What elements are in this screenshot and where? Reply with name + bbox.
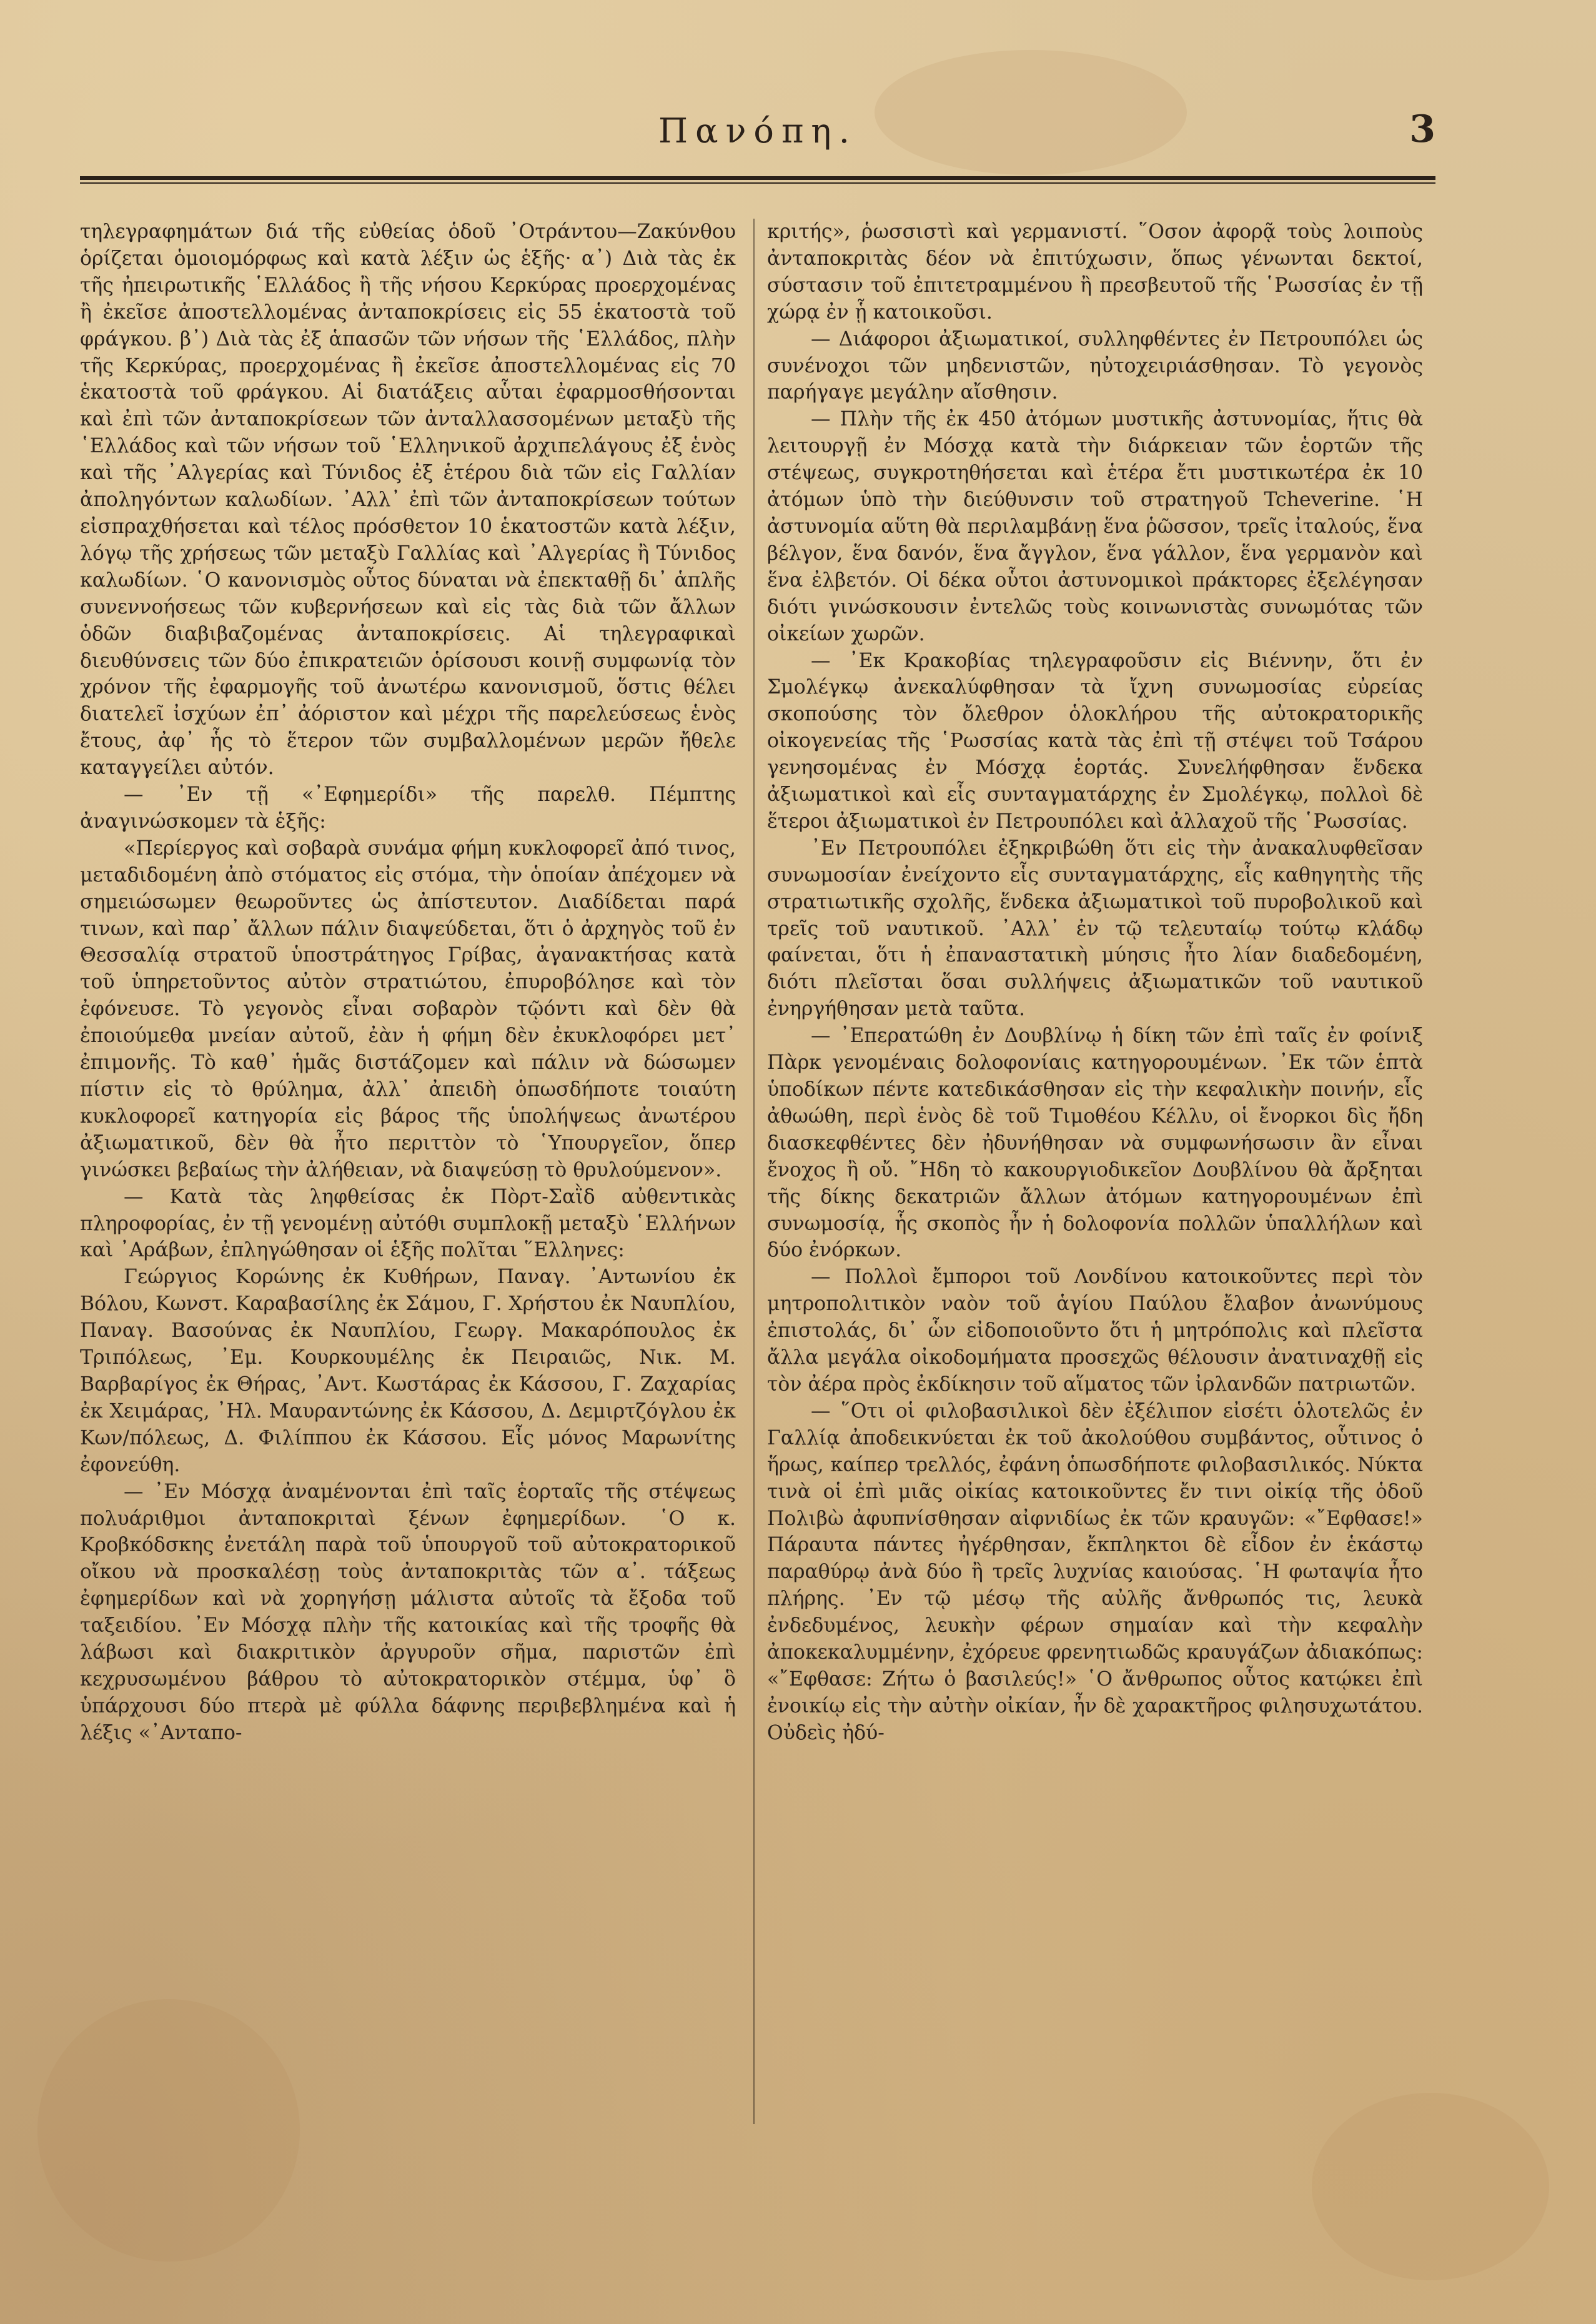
paper-stain <box>37 1999 300 2262</box>
article-paragraph: — ᾽Εκ Κρακοβίας τηλεγραφοῦσιν εἰς Βιέννην, ὅτι ἐν Σμολέγκῳ ἀνεκαλύφθησαν τὰ ἴχνη συνωμοσίας εὐρείας σκοπούσης τὸν ὄλεθρον ὁλοκλήρου τῆς αὐτοκρατορικῆς οἰκογενείας τῆς ῾Ρωσσίας κατὰ τὰς ἐπὶ τῇ στέψει τοῦ Τσάρου γενησομένας ἐν Μόσχᾳ ἑορτάς. Συνελήφθησαν ἕνδεκα ἀξιωματικοὶ καὶ εἷς συνταγματάρχης ἐν Σμολέγκῳ, πολλοὶ δὲ ἕτεροι ἀξιωματικοὶ ἐν Πετρουπόλει καὶ ἀλλαχοῦ τῆς ῾Ρωσσίας. <box>767 649 1423 833</box>
right-column <box>767 219 1423 1747</box>
page-number: 3 <box>1409 107 1435 151</box>
article-paragraph: — ᾽Εν τῇ «᾽Εφημερίδι» τῆς παρελθ. Πέμπτης ἀναγινώσκομεν τὰ ἑξῆς: <box>80 783 736 833</box>
header-rule <box>80 176 1435 180</box>
article-paragraph: — ᾽Εν Μόσχᾳ ἀναμένονται ἐπὶ ταῖς ἑορταῖς τῆς στέψεως πολυάριθμοι ἀνταποκριταὶ ξένων ἐφημερίδων. ῾Ο κ. Κροβκόδσκης ἐνετάλη παρὰ τοῦ ὑπουργοῦ τοῦ αὐτοκρατορικοῦ οἴκου νὰ προσκαλέσῃ τοὺς ἀνταποκριτὰς τῶν α᾽. τάξεως ἐφημερίδων καὶ νὰ χορηγήσῃ μάλιστα αὐτοῖς τὰ ἔξοδα τοῦ ταξειδίου. ᾽Εν Μόσχᾳ πλὴν τῆς κατοικίας καὶ τῆς τροφῆς θὰ λάβωσι καὶ διακριτικὸν ἀργυροῦν σῆμα, παριστῶν ἐπὶ κεχρυσωμένου βάθρου τὸ αὐτοκρατορικὸν στέμμα, ὑφ᾽ ὃ ὑπάρχουσι δύο πτερὰ μὲ φύλλα δάφνης περιβεβλημένα καὶ ἡ λέξις «᾽Ανταπο- <box>80 1480 736 1744</box>
article-paragraph: — ῞Οτι οἱ φιλοβασιλικοὶ δὲν ἐξέλιπον εἰσέτι ὁλοτελῶς ἐν Γαλλίᾳ ἀποδεικνύεται ἐκ τοῦ ἀκολούθου συμβάντος, οὗτινος ὁ ἥρως, καίπερ τρελλός, ἐφάνη ὁπωσδήποτε φιλοβασιλικός. Νύκτα τινὰ οἱ ἐπὶ μιᾶς οἰκίας κατοικοῦντες ἔν τινι οἰκίᾳ τῆς ὁδοῦ Πολιβὼ ἀφυπνίσθησαν αἰφνιδίως ἐκ τῶν κραυγῶν: «῎Εφθασε!» Πάραυτα πάντες ἠγέρθησαν, ἔκπληκτοι δὲ εἶδον ἐν ἑκάστῳ παραθύρῳ ἀνὰ δύο ἢ τρεῖς λυχνίας καιούσας. ῾Η φωταψία ἦτο πλήρης. ᾽Εν τῷ μέσῳ τῆς αὐλῆς ἄνθρωπός τις, λευκὰ ἐνδεδυμένος, λευκὴν φέρων σημαίαν καὶ τὴν κεφαλὴν ἀποκεκαλυμμένην, ἐχόρευε φρενητιωδῶς κραυγάζων ἀδιακόπως: «῎Εφθασε: Ζήτω ὁ βασιλεύς!» ῾Ο ἄνθρωπος οὗτος κατῴκει ἐπὶ ἐνοικίῳ εἰς τὴν αὐτὴν οἰκίαν, ἦν δὲ χαρακτῆρος φιλησυχωτάτου. Οὐδεὶς ἠδύ- <box>767 1399 1423 1744</box>
page-header <box>80 100 1435 169</box>
article-paragraph: ᾽Εν Πετρουπόλει ἐξηκριβώθη ὅτι εἰς τὴν ἀνακαλυφθεῖσαν συνωμοσίαν ἐνείχοντο εἷς συνταγματάρχης, εἷς καθηγητὴς τῆς στρατιωτικῆς σχολῆς, ἕνδεκα ἀξιωματικοὶ τοῦ πυροβολικοῦ καὶ τρεῖς τοῦ ναυτικοῦ. ᾽Αλλ᾽ ἐν τῷ τελευταίῳ τούτῳ κλάδῳ φαίνεται, ὅτι ἡ ἐπαναστατικὴ μύησις ἦτο λίαν διαδεδομένη, διότι πλεῖσται ὅσαι συλλήψεις ἀξιωματικῶν τοῦ ναυτικοῦ ἐνηργήθησαν μετὰ ταῦτα. <box>767 837 1423 1021</box>
article-paragraph: τηλεγραφημάτων διά τῆς εὐθείας ὁδοῦ ᾽Οτράντου—Ζακύνθου ὁρίζεται ὁμοιομόρφως καὶ κατὰ λέξιν ὡς ἑξῆς· α᾽) Διὰ τὰς ἐκ τῆς ἠπειρωτικῆς ῾Ελλάδος ἢ τῆς νήσου Κερκύρας προερχομένας ἢ ἐκεῖσε ἀποστελλομένας ἀνταποκρίσεις εἰς 55 ἑκατοστὰ τοῦ φράγκου. β᾽) Διὰ τὰς ἐξ ἁπασῶν τῶν νήσων τῆς ῾Ελλάδος, πλὴν τῆς Κερκύρας, προερχομένας ἢ ἐκεῖσε ἀποστελλομένας εἰς 70 ἑκατοστὰ τοῦ φράγκου. Αἱ διατάξεις αὗται ἐφαρμοσθήσονται καὶ ἐπὶ τῶν ἀνταποκρίσεων τῶν ἀνταλλασσομένων μεταξὺ τῆς ῾Ελλάδος καὶ τῶν νήσων τοῦ ῾Ελληνικοῦ ἀρχιπελάγους ἐξ ἑνὸς καὶ τῆς ᾽Αλγερίας καὶ Τύνιδος ἐξ ἑτέρου διὰ τῶν εἰς Γαλλίαν ἀποληγόντων καλωδίων. ᾽Αλλ᾽ ἐπὶ τῶν ἀνταποκρίσεων τούτων εἰσπραχθήσεται καὶ τέλος πρόσθετον 10 ἑκατοστῶν κατὰ λέξιν, λόγῳ τῆς χρήσεως τῶν μεταξὺ Γαλλίας καὶ ᾽Αλγερίας ἢ Τύνιδος καλωδίων. ῾Ο κανονισμὸς οὗτος δύναται νὰ ἐπεκταθῇ δι᾽ ἁπλῆς συνεννοήσεως τῶν κυβερνήσεων καὶ εἰς τὰς διὰ τῶν ἄλλων ὁδῶν διαβιβαζομένας ἀνταποκρίσεις. Αἱ τηλεγραφικαὶ διευθύνσεις τῶν δύο ἐπικρατειῶν ὁρίσουσι κοινῇ συμφωνίᾳ τὸν χρόνον τῆς ἐφαρμογῆς τοῦ ἀνωτέρω κανονισμοῦ, ὅστις θέλει διατελεῖ ἰσχύων ἐπ᾽ ἀόριστον καὶ μέχρι τῆς παρελεύσεως ἑνὸς ἔτους, ἀφ᾽ ἧς τὸ ἕτερον τῶν συμβαλλομένων μερῶν ἤθελε καταγγείλει αὐτόν. <box>80 221 736 780</box>
paper-stain <box>1312 2093 1549 2280</box>
column-divider <box>753 219 755 2124</box>
article-paragraph: «Περίεργος καὶ σοβαρὰ συνάμα φήμη κυκλοφορεῖ ἀπό τινος, μεταδιδομένη ἀπὸ στόματος εἰς στόμα, τὴν ὁποίαν ἀπέχομεν νὰ σημειώσωμεν θεωροῦντες ὡς ἀπίστευτον. Διαδίδεται παρά τινων, καὶ παρ᾽ ἄλλων πάλιν διαψεύδεται, ὅτι ὁ ἀρχηγὸς τοῦ ἐν Θεσσαλίᾳ στρατοῦ ὑποστράτηγος Γρίβας, ἀγανακτήσας κατὰ τοῦ ὑπηρετοῦντος αὐτὸν στρατιώτου, ἐπυροβόλησε καὶ τὸν ἐφόνευσε. Τὸ γεγονὸς εἶναι σοβαρὸν τῷόντι καὶ δὲν θὰ ἐποιούμεθα μνείαν αὐτοῦ, ἐὰν ἡ φήμη δὲν ἐκυκλοφόρει μετ᾽ ἐπιμονῆς. Τὸ καθ᾽ ἡμᾶς διστάζομεν καὶ πάλιν νὰ δώσωμεν πίστιν εἰς τὸ θρύλημα, ἀλλ᾽ ἀπειδὴ ὁπωσδήποτε τοιαύτη κυκλοφορεῖ κατηγορία εἰς βάρος τῆς ὑπολήψεως ἀνωτέρου ἀξιωματικοῦ, δὲν θὰ ἦτο περιττὸν τὸ ῾Υπουργεῖον, ὅπερ γινώσκει βεβαίως τὴν ἀλήθειαν, νὰ διαψεύσῃ τὸ θρυλούμενον». <box>80 837 736 1181</box>
newspaper-title: Πανόπη. <box>658 111 857 151</box>
article-paragraph: Γεώργιος Κορώνης ἐκ Κυθήρων, Παναγ. ᾽Αντωνίου ἐκ Βόλου, Κωνστ. Καραβασίλης ἐκ Σάμου, Γ. Χρήστου ἐκ Ναυπλίου, Παναγ. Βασούνας ἐκ Ναυπλίου, Γεωργ. Μακαρόπουλος ἐκ Τριπόλεως, ᾽Εμ. Κουρκουμέλης ἐκ Πειραιῶς, Νικ. Μ. Βαρβαρίγος ἐκ Θήρας, ᾽Αντ. Κωστάρας ἐκ Κάσσου, Γ. Ζαχαρίας ἐκ Χειμάρας, ᾽Ηλ. Μαυραντώνης ἐκ Κάσσου, Δ. Δεμιρτζόγλου ἐκ Κων/πόλεως, Δ. Φιλίππου ἐκ Κάσσου. Εἷς μόνος Μαρωνίτης ἐφονεύθη. <box>80 1266 736 1476</box>
left-column <box>80 219 736 1747</box>
article-paragraph: κριτής», ῥωσσιστὶ καὶ γερμανιστί. ῞Οσον ἀφορᾷ τοὺς λοιποὺς ἀνταποκριτὰς δέον νὰ ἐπιτύχωσιν, ὅπως γένωνται δεκτοί, σύστασιν τοῦ ἐπιτετραμμένου ἢ πρεσβευτοῦ τῆς ῾Ρωσσίας ἐν τῇ χώρᾳ ἐν ᾗ κατοικοῦσι. <box>767 221 1423 324</box>
article-paragraph: — Διάφοροι ἀξιωματικοί, συλληφθέντες ἐν Πετρουπόλει ὡς συνένοχοι τῶν μηδενιστῶν, ηὐτοχειριάσθησαν. Τὸ γεγονὸς παρήγαγε μεγάλην αἴσθησιν. <box>767 327 1423 404</box>
article-paragraph: — ᾽Επερατώθη ἐν Δουβλίνῳ ἡ δίκη τῶν ἐπὶ ταῖς ἐν φοίνιξ Πὰρκ γενομέναις δολοφονίαις κατηγορουμένων. ᾽Εκ τῶν ἑπτὰ ὑποδίκων πέντε κατεδικάσθησαν εἰς τὴν κεφαλικὴν ποινήν, εἷς ἀθωώθη, περὶ ἑνὸς δὲ τοῦ Τιμοθέου Κέλλυ, οἱ ἔνορκοι δὶς ἤδη διασκεφθέντες δὲν ἠδυνήθησαν νὰ συμφωνήσωσιν ἂν εἶναι ἔνοχος ἢ οὔ. ῎Ηδη τὸ κακουργιοδικεῖον Δουβλίνου θὰ ἄρξηται τῆς δίκης δεκατριῶν ἄλλων ἀτόμων κατηγορουμένων ἐπὶ συνωμοσίᾳ, ἧς σκοπὸς ἦν ἡ δολοφονία πολλῶν ὑπαλλήλων καὶ δύο ἐνόρκων. <box>767 1025 1423 1262</box>
article-paragraph: — Πλὴν τῆς ἐκ 450 ἀτόμων μυστικῆς ἀστυνομίας, ἥτις θὰ λειτουργῇ ἐν Μόσχᾳ κατὰ τὴν διάρκειαν τῶν ἑορτῶν τῆς στέψεως, συγκροτηθήσεται καὶ ἑτέρα ἔτι μυστικωτέρα ἐκ 10 ἀτόμων ὑπὸ τὴν διεύθυνσιν τοῦ στρατηγοῦ Tcheverine. ῾Η ἀστυνομία αὕτη θὰ περιλαμβάνῃ ἕνα ῥῶσσον, τρεῖς ἰταλούς, ἕνα βέλγον, ἕνα δανόν, ἕνα ἄγγλον, ἕνα γάλλον, ἕνα γερμανὸν καὶ ἕνα ἐλβετόν. Οἱ δέκα οὗτοι ἀστυνομικοὶ πράκτορες ἐξελέγησαν διότι γινώσκουσιν ἐντελῶς τοὺς κοινωνιστὰς συνωμότας τῶν οἰκείων χωρῶν. <box>767 408 1423 645</box>
header-rule-thin <box>80 182 1435 184</box>
article-paragraph: — Πολλοὶ ἔμποροι τοῦ Λονδίνου κατοικοῦντες περὶ τὸν μητροπολιτικὸν ναὸν τοῦ ἁγίου Παύλου ἔλαβον ἀνωνύμους ἐπιστολάς, δι᾽ ὧν εἰδοποιοῦντο ὅτι ἡ μητρόπολις καὶ πλεῖστα ἄλλα μεγάλα οἰκοδομήματα προσεχῶς θέλουσιν ἀνατιναχθῇ εἰς τὸν ἀέρα πρὸς ἐκδίκησιν τοῦ αἵματος τῶν ἰρλανδῶν πατριωτῶν. <box>767 1266 1423 1396</box>
article-paragraph: — Κατὰ τὰς ληφθείσας ἐκ Πὸρτ-Σαῒδ αὐθεντικὰς πληροφορίας, ἐν τῇ γενομένῃ αὐτόθι συμπλοκῇ μεταξὺ ῾Ελλήνων καὶ ᾽Αράβων, ἐπληγώθησαν οἱ ἑξῆς πολῖται ῞Ελληνες: <box>80 1185 736 1262</box>
